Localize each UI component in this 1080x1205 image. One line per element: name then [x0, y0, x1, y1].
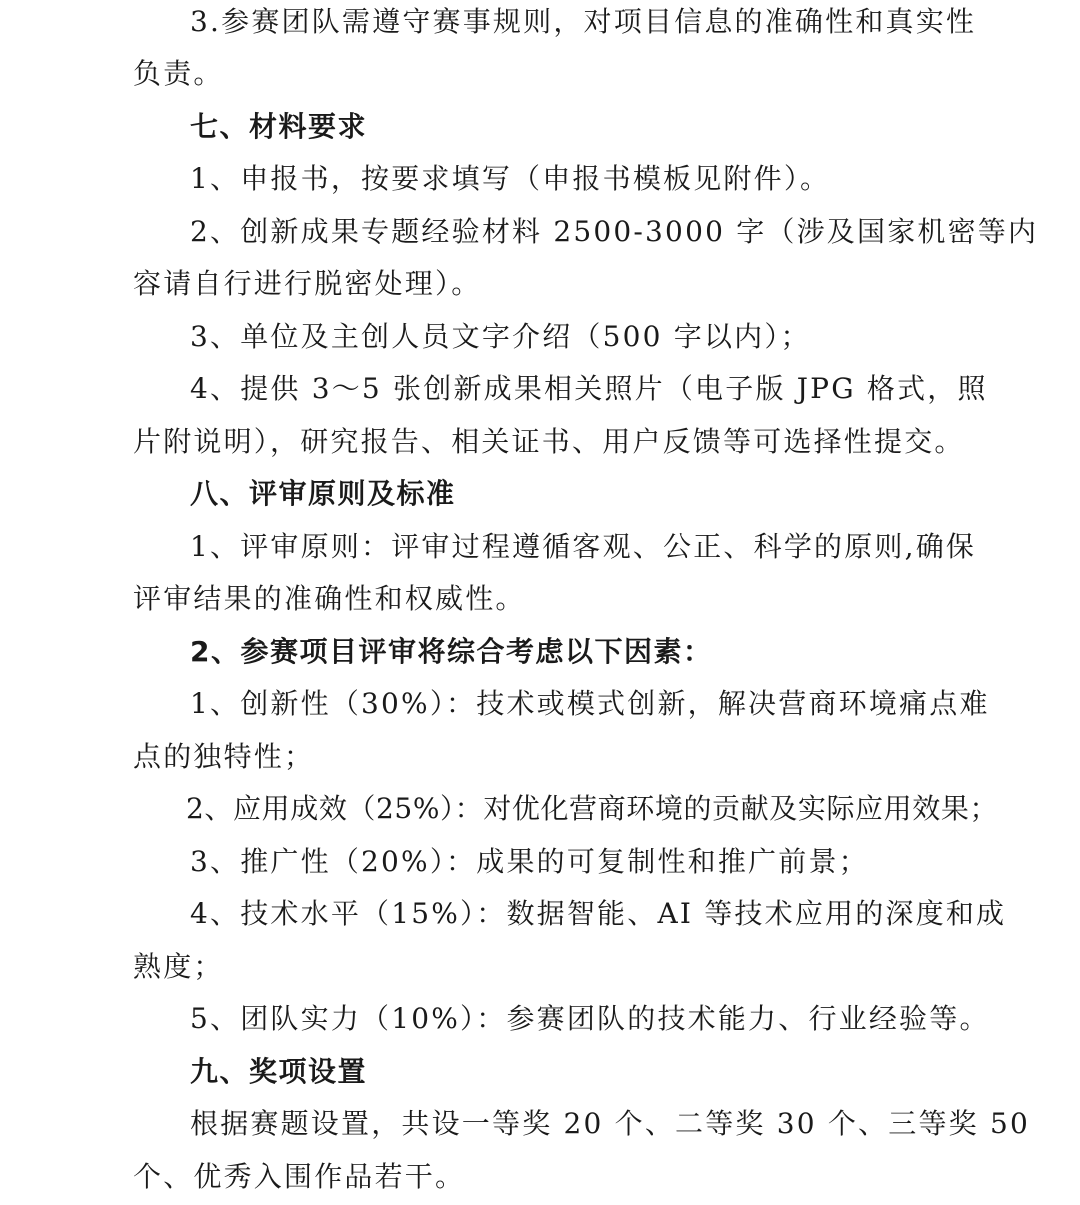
materials-item-2-line2: 容请自行进行脱密处理）。 [133, 267, 482, 300]
factor-promotion: 3、推广性（20%）：成果的可复制性和推广前景； [190, 845, 869, 878]
factor-team: 5、团队实力（10%）：参赛团队的技术能力、行业经验等。 [190, 1002, 990, 1035]
section-heading-materials: 七、材料要求 [190, 110, 368, 143]
review-principle-line1: 1、评审原则：评审过程遵循客观、公正、科学的原则,确保 [190, 530, 977, 563]
section-heading-review: 八、评审原则及标准 [190, 477, 456, 510]
review-principle-line2: 评审结果的准确性和权威性。 [133, 582, 526, 615]
review-factors-heading: 2、参赛项目评审将综合考虑以下因素： [190, 635, 713, 668]
awards-line1: 根据赛题设置，共设一等奖 20 个、二等奖 30 个、三等奖 50 [190, 1107, 1030, 1140]
factor-innovation-line1: 1、创新性（30%）：技术或模式创新，解决营商环境痛点难 [190, 687, 990, 720]
factor-effect: 2、应用成效（25%）：对优化营商环境的贡献及实际应用效果； [186, 792, 999, 825]
factor-technology-line2: 熟度； [133, 950, 224, 983]
paragraph-rules-line1: 3.参赛团队需遵守赛事规则，对项目信息的准确性和真实性 [190, 5, 977, 38]
materials-item-2-line1: 2、创新成果专题经验材料 2500-3000 字（涉及国家机密等内 [190, 215, 1039, 248]
paragraph-rules-line2: 负责。 [133, 57, 224, 90]
factor-technology-line1: 4、技术水平（15%）：数据智能、AI 等技术应用的深度和成 [190, 897, 1007, 930]
materials-item-1: 1、申报书，按要求填写（申报书模板见附件）。 [190, 162, 831, 195]
awards-line2: 个、优秀入围作品若干。 [133, 1160, 466, 1193]
materials-item-4-line2: 片附说明），研究报告、相关证书、用户反馈等可选择性提交。 [133, 425, 965, 458]
materials-item-3: 3、单位及主创人员文字介绍（500 字以内）； [190, 320, 811, 353]
materials-item-4-line1: 4、提供 3～5 张创新成果相关照片（电子版 JPG 格式，照 [190, 372, 988, 405]
factor-innovation-line2: 点的独特性； [133, 740, 315, 773]
section-heading-awards: 九、奖项设置 [190, 1055, 368, 1088]
